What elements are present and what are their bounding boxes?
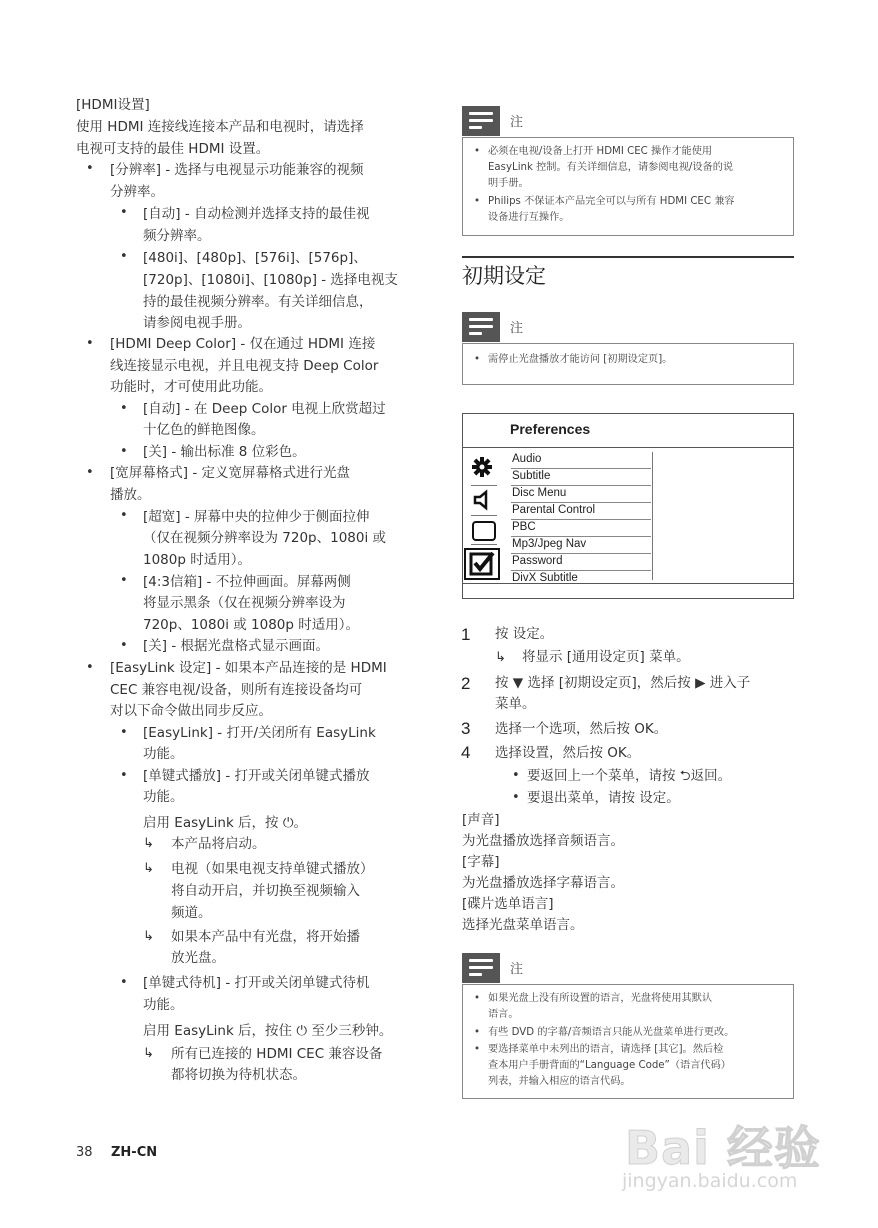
deepcolor-line-1: [HDMI Deep Color] - 仅在通过 HDMI 连接 (110, 336, 376, 352)
note-icon (462, 106, 500, 136)
easylink-line-1: [EasyLink 设定] - 如果本产品连接的是 HDMI (110, 660, 387, 676)
section-title: 初期设定 (462, 264, 546, 288)
step-number: 4 (461, 743, 471, 762)
hdmi-setup-heading: [HDMI设置] (76, 97, 150, 113)
widescreen-box-line-1: [4:3信箱] - 不拉伸画面。屏幕两侧 (143, 574, 351, 590)
intro-line-1: 使用 HDMI 连接线连接本产品和电视时，请选择 (76, 119, 364, 135)
bullet-dot: • (86, 465, 94, 480)
note-item-cont: 查本用户手册背面的“Language Code”（语言代码） (488, 1060, 731, 1071)
audio-option-desc: 为光盘播放选择音频语言。 (462, 833, 624, 849)
onestandby-result-line-1: 所有已连接的 HDMI CEC 兼容设备 (171, 1046, 383, 1062)
note-item-cont: 设备进行互操作。 (488, 212, 570, 223)
deepcolor-auto-line-2: 十亿色的鲜艳图像。 (143, 422, 265, 438)
easylink-toggle-line-2: 功能。 (143, 746, 184, 762)
note-item: • 如果光盘上没有所设置的语言，光盘将使用其默认 (474, 993, 713, 1004)
note-label: 注 (510, 962, 524, 977)
bullet-dot: • (120, 638, 128, 653)
note-box (462, 343, 794, 385)
disc-menu-option-title: [碟片选单语言] (462, 896, 554, 912)
oneplay-result-1: 本产品将启动。 (171, 836, 266, 852)
step-2-line-2: 菜单。 (495, 696, 536, 712)
speaker-icon (471, 488, 495, 516)
section-rule (462, 256, 794, 258)
note-item-cont: EasyLink 控制。有关详细信息，请参阅电视/设备的说 (488, 162, 734, 173)
note-item-cont: 语言。 (488, 1009, 519, 1020)
bullet-dot: • (120, 401, 128, 416)
bullet-dot: • (120, 975, 128, 990)
onestandby-line-1: [单键式待机] - 打开或关闭单键式待机 (143, 975, 370, 991)
easylink-toggle-line-1: [EasyLink] - 打开/关闭所有 EasyLink (143, 725, 376, 741)
oneplay-result-3-line-2: 放光盘。 (171, 950, 225, 966)
onestandby-result-line-2: 都将切换为待机状态。 (171, 1067, 306, 1083)
result-arrow-icon: ↳ (495, 650, 506, 665)
subtitle-option-desc: 为光盘播放选择字幕语言。 (462, 875, 624, 891)
menu-item-mp3-jpeg-nav[interactable]: Mp3/Jpeg Nav (511, 536, 651, 554)
note-header (462, 312, 794, 342)
subtitle-option-title: [字幕] (462, 854, 500, 870)
divider (652, 452, 653, 580)
gear-icon (471, 456, 493, 482)
bullet-dot: • (86, 336, 94, 351)
step-2-line-1: 按 ▼ 选择 [初期设定页]，然后按 ▶ 进入子 (495, 675, 751, 691)
oneplay-line-1: [单键式播放] - 打开或关闭单键式播放 (143, 768, 370, 784)
widescreen-off: [关] - 根据光盘格式显示画面。 (143, 638, 329, 654)
bullet-dot: • (512, 768, 520, 783)
result-arrow-icon: ↳ (143, 836, 154, 851)
intro-line-2: 电视可支持的最佳 HDMI 设置。 (76, 141, 270, 157)
menu-item-subtitle[interactable]: Subtitle (511, 468, 651, 486)
step-1-text: 按 设定。 (495, 626, 554, 642)
resolution-line-2: 分辨率。 (110, 184, 164, 200)
step-number: 1 (461, 625, 471, 644)
divider (463, 447, 793, 448)
res-fixed-line-4: 请参阅电视手册。 (143, 315, 251, 331)
bullet-dot: • (120, 573, 128, 588)
menu-item-password[interactable]: Password (511, 553, 651, 571)
result-arrow-icon: ↳ (143, 1046, 154, 1061)
oneplay-hint: 启用 EasyLink 后，按 ⏻。 (143, 815, 308, 831)
note-item: • 必须在电视/设备上打开 HDMI CEC 操作才能使用 (474, 146, 713, 157)
display-icon (472, 521, 496, 541)
language-code: ZH-CN (111, 1145, 158, 1160)
divider (471, 485, 497, 486)
note-icon (462, 312, 500, 342)
baidu-watermark-url: jingyan.baidu.com (622, 1170, 798, 1192)
preferences-check-icon (464, 548, 500, 580)
note-box (462, 137, 794, 236)
bullet-dot: • (86, 660, 94, 675)
step-1-result: 将显示 [通用设定页] 菜单。 (522, 649, 690, 665)
baidu-watermark-logo: Bai 经验 (625, 1121, 821, 1175)
widescreen-super-line-1: [超宽] - 屏幕中央的拉伸少于侧面拉伸 (143, 509, 370, 525)
note-header (462, 106, 794, 136)
bullet-dot: • (120, 205, 128, 220)
result-arrow-icon: ↳ (143, 861, 154, 876)
onestandby-line-2: 功能。 (143, 997, 184, 1013)
res-auto-line-2: 频分辨率。 (143, 228, 211, 244)
menu-item-pbc[interactable]: PBC (511, 519, 651, 537)
page-number: 38 (76, 1145, 93, 1160)
oneplay-result-2-line-2: 将自动开启，并切换至视频输入 (171, 883, 360, 899)
onestandby-hint: 启用 EasyLink 后，按住 ⏻ 至少三秒钟。 (143, 1023, 393, 1039)
deepcolor-auto-line-1: [自动] - 在 Deep Color 电视上欣赏超过 (143, 401, 386, 417)
oneplay-line-2: 功能。 (143, 789, 184, 805)
note-item: • 要选择菜单中未列出的语言，请选择 [其它]。然后检 (474, 1044, 724, 1055)
easylink-line-2: CEC 兼容电视/设备，则所有连接设备均可 (110, 682, 363, 698)
step-3-text: 选择一个选项，然后按 OK。 (495, 721, 668, 737)
res-fixed-line-3: 持的最佳视频分辨率。有关详细信息， (143, 294, 373, 310)
menu-item-audio[interactable]: Audio (511, 451, 651, 469)
note-item-cont: 列表，并输入相应的语言代码。 (488, 1076, 631, 1087)
resolution-line-1: [分辨率] - 选择与电视显示功能兼容的视频 (110, 162, 364, 178)
bullet-dot: • (120, 444, 128, 459)
note-label: 注 (510, 115, 524, 130)
step-4-text: 选择设置，然后按 OK。 (495, 745, 641, 761)
menu-item-parental-control[interactable]: Parental Control (511, 502, 651, 520)
note-item: • 需停止光盘播放才能访问 [初期设定页]。 (474, 354, 673, 365)
widescreen-box-line-3: 720p、1080i 或 1080p 时适用）。 (143, 617, 359, 633)
oneplay-result-3-line-1: 如果本产品中有光盘，将开始播 (171, 929, 360, 945)
oneplay-result-2-line-1: 电视（如果电视支持单键式播放） (171, 861, 374, 877)
step-4-exit: 要退出菜单，请按 设定。 (527, 790, 680, 806)
preferences-title: Preferences (510, 421, 591, 437)
widescreen-line-1: [宽屏幕格式] - 定义宽屏幕格式进行光盘 (110, 465, 350, 481)
step-4-back: 要返回上一个菜单，请按 ⮌返回。 (527, 768, 732, 784)
menu-item-divx-subtitle[interactable]: DivX Subtitle (512, 572, 578, 584)
easylink-line-3: 对以下命令做出同步反应。 (110, 703, 272, 719)
note-box (462, 984, 794, 1099)
step-number: 2 (461, 674, 471, 693)
preferences-menu-screenshot (462, 413, 794, 599)
bullet-dot: • (120, 508, 128, 523)
bullet-dot: • (120, 249, 128, 264)
res-fixed-line-2: [720p]、[1080i]、[1080p] - 选择电视支 (143, 272, 398, 288)
divider (471, 515, 497, 516)
deepcolor-line-3: 功能时，才可使用此功能。 (110, 379, 272, 395)
audio-option-title: [声音] (462, 812, 500, 828)
deepcolor-off: [关] - 输出标准 8 位彩色。 (143, 444, 306, 460)
note-header (462, 953, 794, 983)
note-icon (462, 953, 500, 983)
note-item-cont: 明手册。 (488, 178, 529, 189)
divider (471, 544, 497, 545)
deepcolor-line-2: 线连接显示电视，并且电视支持 Deep Color (110, 358, 379, 374)
widescreen-box-line-2: 将显示黑条（仅在视频分辨率设为 (143, 595, 346, 611)
bullet-dot: • (512, 790, 520, 805)
note-label: 注 (510, 321, 524, 336)
widescreen-line-2: 播放。 (110, 487, 151, 503)
result-arrow-icon: ↳ (143, 929, 154, 944)
bullet-dot: • (86, 161, 94, 176)
note-item: • 有些 DVD 的字幕/音频语言只能从光盘菜单进行更改。 (474, 1027, 735, 1038)
res-fixed-line-1: [480i]、[480p]、[576i]、[576p]、 (143, 250, 367, 266)
step-number: 3 (461, 719, 471, 738)
note-item: • Philips 不保证本产品完全可以与所有 HDMI CEC 兼容 (474, 196, 735, 207)
widescreen-super-line-2: （仅在视频分辨率设为 720p、1080i 或 (143, 530, 387, 546)
res-auto-line-1: [自动] - 自动检测并选择支持的最佳视 (143, 206, 370, 222)
menu-item-disc-menu[interactable]: Disc Menu (511, 485, 651, 503)
bullet-dot: • (120, 725, 128, 740)
oneplay-result-2-line-3: 频道。 (171, 905, 212, 921)
widescreen-super-line-3: 1080p 时适用）。 (143, 552, 251, 568)
bullet-dot: • (120, 768, 128, 783)
disc-menu-option-desc: 选择光盘菜单语言。 (462, 917, 584, 933)
